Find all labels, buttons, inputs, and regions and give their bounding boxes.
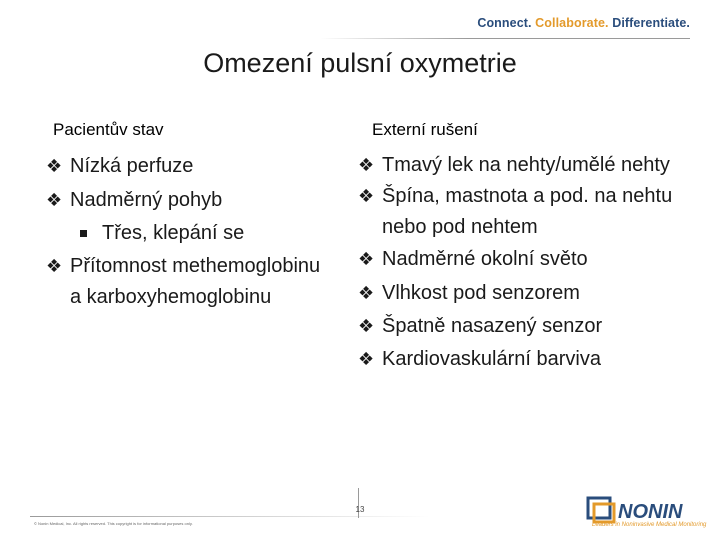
bullet-text: Špína, mastnota a pod. na nehtu nebo pod nehtem [382, 185, 673, 238]
bullet-text: Kardiovaskulární barviva [382, 347, 601, 370]
diamond-quad-bullet-icon: ❖ [358, 316, 375, 336]
bullet-item [358, 181, 678, 243]
diamond-quad-bullet-icon: ❖ [358, 155, 375, 175]
bullet-text: Tmavý lek na nehty/umělé nehty [382, 154, 670, 176]
logo-wordmark: NONIN [618, 501, 683, 523]
tagline [477, 16, 690, 30]
bullet-item [358, 150, 678, 181]
diamond-quad-bullet-icon: ❖ [358, 186, 375, 206]
bullet-item [358, 310, 678, 344]
diamond-quad-bullet-icon: ❖ [358, 282, 375, 303]
tagline-collaborate: Collaborate. [535, 16, 609, 30]
diamond-quad-bullet-icon: ❖ [46, 189, 63, 210]
bullet-text: Nízká perfuze [70, 155, 194, 177]
bullet-item [46, 150, 336, 184]
footer-divider [30, 516, 430, 517]
page-number: 13 [355, 505, 365, 514]
bullet-item [46, 184, 336, 218]
square-bullet-icon [80, 217, 100, 251]
bullet-text: Vlhkost pod senzorem [382, 281, 580, 304]
bullet-item [46, 217, 336, 251]
left-column-heading: Pacientův stav [53, 120, 164, 139]
bullet-item [358, 344, 678, 375]
diamond-quad-bullet-icon: ❖ [46, 255, 63, 276]
header-divider [320, 38, 690, 39]
slide-title: Omezení pulsní oxymetrie [203, 48, 517, 78]
footer-copyright: © Nonin Medical, Inc. All rights reserved. This copyright is for informational purposes only. [34, 521, 193, 526]
bullet-text: Špatně nasazený senzor [382, 315, 603, 337]
bullet-text: Nadměrné okolní světo [382, 248, 588, 270]
tagline-differentiate: Differentiate. [612, 16, 690, 30]
bullet-item [46, 251, 336, 313]
logo-tagline: Leaders in Noninvasive Medical Monitoring [592, 522, 707, 528]
bullet-text: Přítomnost methemoglobinu a karboxyhemoglobinu [70, 254, 321, 308]
right-bullet-list [358, 150, 678, 375]
diamond-quad-bullet-icon: ❖ [358, 348, 375, 369]
bullet-text: Nadměrný pohyb [70, 188, 223, 211]
right-column-heading: Externí rušení [372, 120, 478, 139]
bullet-text: Třes, klepání se [102, 222, 245, 244]
diamond-quad-bullet-icon: ❖ [358, 249, 375, 269]
diamond-quad-bullet-icon: ❖ [46, 156, 63, 176]
logo-mark-icon [588, 498, 614, 522]
bullet-item [358, 243, 678, 277]
bullet-item [358, 277, 678, 311]
tagline-connect: Connect. [477, 16, 532, 30]
left-bullet-list [46, 150, 336, 313]
